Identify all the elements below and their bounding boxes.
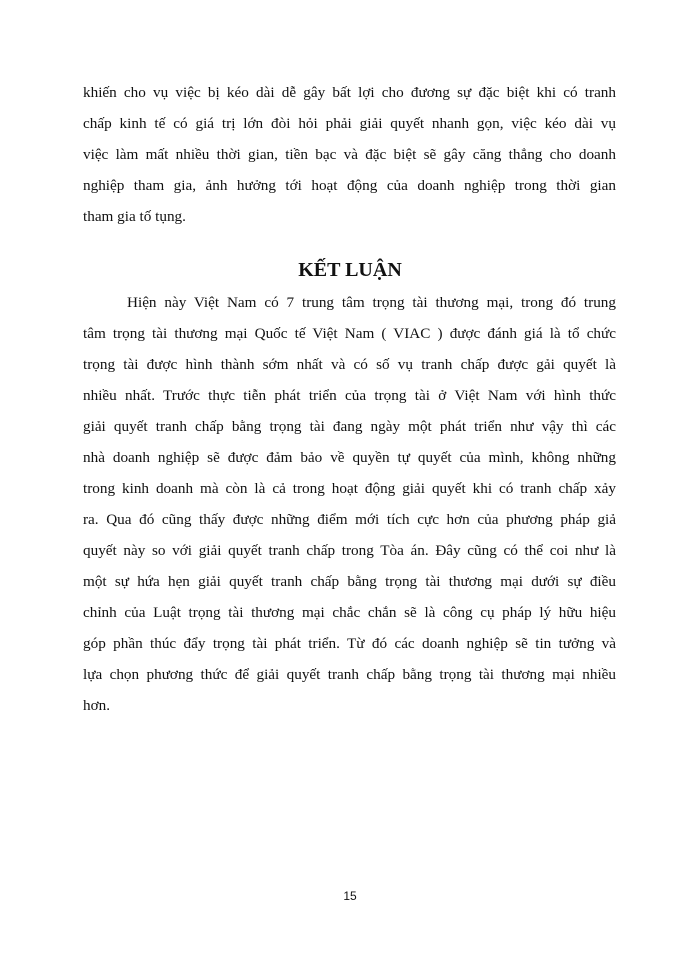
text-line: chấp kinh tế có giá trị lớn đòi hỏi phải giải quyết nhanh gọn, việc kéo dài vụ — [83, 115, 616, 132]
text-line: giải quyết tranh chấp bằng trọng tài đang ngày một phát triển như vậy thì các — [83, 418, 616, 435]
text-line: quyết này so với giải quyết tranh chấp trong Tòa án. Đây cũng có thể coi như là — [83, 542, 616, 559]
text-line: việc làm mất nhiều thời gian, tiền bạc và đặc biệt sẽ gây căng thẳng cho doanh — [83, 146, 616, 163]
text-line: góp phần thúc đẩy trọng tài phát triển. Từ đó các doanh nghiệp sẽ tin tưởng và — [83, 635, 616, 652]
text-line: một sự hứa hẹn giải quyết tranh chấp bằng trọng tài thương mại dưới sự điều — [83, 573, 616, 590]
text-line: lựa chọn phương thức để giải quyết tranh chấp bằng trọng tài thương mại nhiều — [83, 666, 616, 683]
section-heading: KẾT LUẬN — [298, 259, 402, 281]
text-line: tâm trọng tài thương mại Quốc tế Việt Nam ( VIAC ) được đánh giá là tổ chức — [83, 325, 616, 342]
text-line: hơn. — [83, 697, 111, 714]
page-number: 15 — [343, 889, 357, 903]
text-line: nhà doanh nghiệp sẽ được đảm bảo về quyền tự quyết của mình, không những — [83, 449, 616, 466]
text-line: nghiệp tham gia, ảnh hưởng tới hoạt động của doanh nghiệp trong thời gian — [83, 177, 616, 194]
text-line: khiến cho vụ việc bị kéo dài dễ gây bất lợi cho đương sự đặc biệt khi có tranh — [83, 84, 616, 101]
text-line: nhiều nhất. Trước thực tiễn phát triển của trọng tài ở Việt Nam với hình thức — [83, 387, 616, 404]
text-line: Hiện này Việt Nam có 7 trung tâm trọng tài thương mại, trong đó trung — [127, 294, 616, 311]
text-line: tham gia tố tụng. — [83, 208, 186, 225]
text-line: ra. Qua đó cũng thấy được những điểm mới tích cực hơn của phương pháp giả — [83, 511, 616, 528]
text-line: trọng tài được hình thành sớm nhất và có số vụ tranh chấp được gải quyết là — [83, 356, 616, 373]
text-line: chỉnh của Luật trọng tài thương mại chắc chắn sẽ là công cụ pháp lý hữu hiệu — [83, 604, 616, 621]
text-line: trong kinh doanh mà còn là cả trong hoạt động giải quyết khi có tranh chấp xảy — [83, 480, 616, 497]
